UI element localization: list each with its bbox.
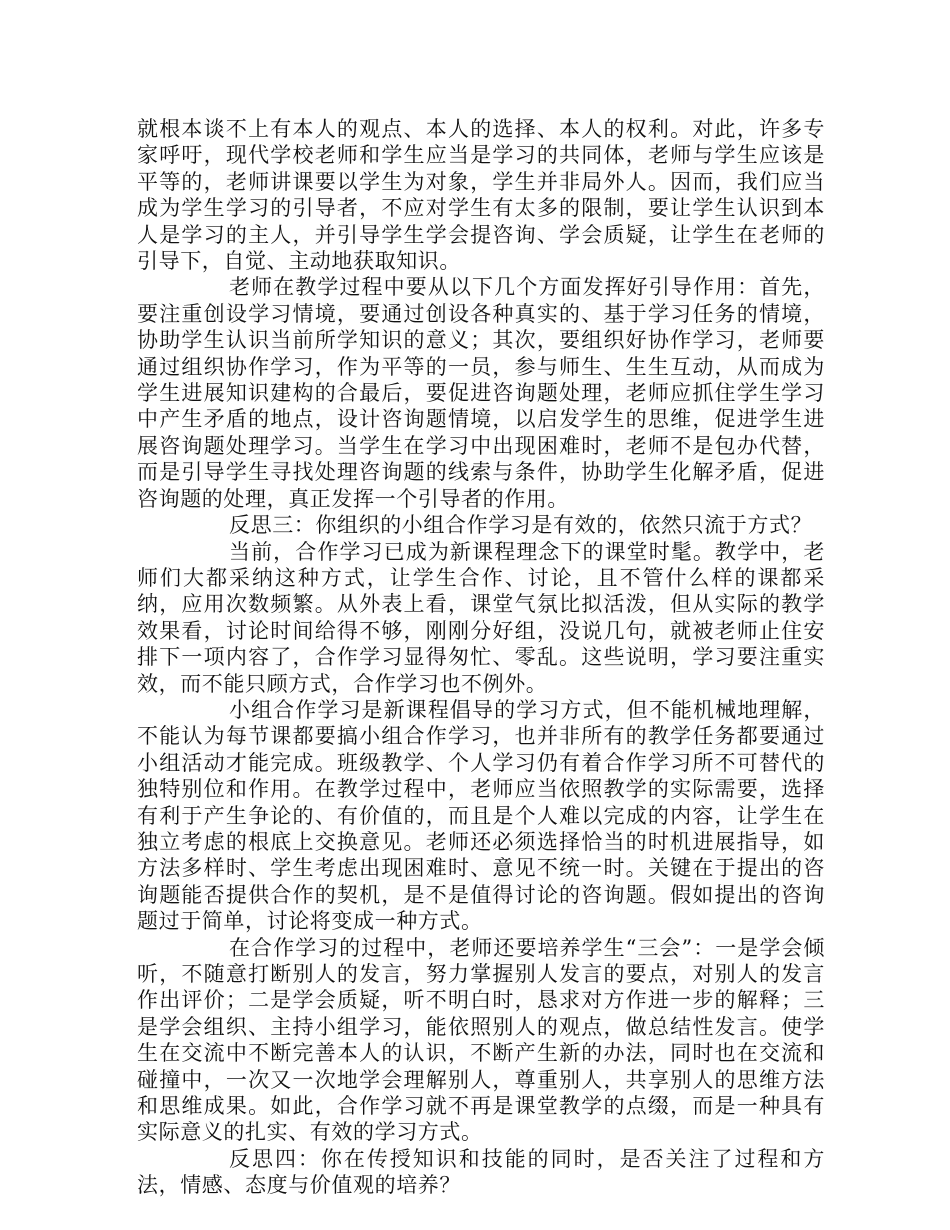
document-body bbox=[137, 116, 825, 1199]
paragraph-three-skills: 在合作学习的过程中，老师还要培养学生“三会”：一是学会倾听，不随意打断别人的发言，努力掌握别人发言的要点，对别人的发言作出评价；二是学会质疑，听不明白时，恳求对方作进一步的解释；三是学会组织、主持小组学习，能依照别人的观点，做总结性发言。使学生在交流中不断完善本人的认识，不断产生新的办法，同时也在交流和碰撞中，一次又一次地学会理解别人，尊重别人，共享别人的思维方法和思维成果。如此，合作学习就不再是课堂教学的点缀，而是一种具有实际意义的扎实、有效的学习方式。 bbox=[137, 935, 825, 1145]
heading-reflection-four: 反思四：你在传授知识和技能的同时，是否关注了过程和方法，情感、态度与价值观的培养？ bbox=[137, 1146, 825, 1198]
paragraph-group-learning: 小组合作学习是新课程倡导的学习方式，但不能机械地理解，不能认为每节课都要搞小组合作学习，也并非所有的教学任务都要通过小组活动才能完成。班级教学、个人学习仍有着合作学习所不可替代的独特别位和作用。在教学过程中，老师应当依照教学的实际需要，选择有利于产生争论的、有价值的，而且是个人难以完成的内容，让学生在独立考虑的根底上交换意见。老师还必须选择恰当的时机进展指导，如方法多样时、学生考虑出现困难时、意见不统一时。关键在于提出的咨询题能否提供合作的契机，是不是值得讨论的咨询题。假如提出的咨询题过于简单，讨论将变成一种方式。 bbox=[137, 697, 825, 934]
heading-reflection-three: 反思三：你组织的小组合作学习是有效的，依然只流于方式？ bbox=[229, 513, 813, 538]
paragraph-continuation: 就根本谈不上有本人的观点、本人的选择、本人的权利。对此，许多专家呼吁，现代学校老师和学生应当是学习的共同体，老师与学生应该是平等的，老师讲课要以学生为对象，学生并非局外人。因而，我们应当成为学生学习的引导者，不应对学生有太多的限制，要让学生认识到本人是学习的主人，并引导学生学会提咨询、学会质疑，让学生在老师的引导下，自觉、主动地获取知识。 bbox=[137, 117, 825, 274]
paragraph-teacher-guidance: 老师在教学过程中要从以下几个方面发挥好引导作用：首先，要注重创设学习情境，要通过创设各种真实的、基于学习任务的情境，协助学生认识当前所学知识的意义；其次，要组织好协作学习，老师要通过组织协作学习，作为平等的一员，参与师生、生生互动，从而成为学生进展知识建构的合最后，要促进咨询题处理，老师应抓住学生学习中产生矛盾的地点，设计咨询题情境，以启发学生的思维，促进学生进展咨询题处理学习。当学生在学习中出现困难时，老师不是包办代替，而是引导学生寻找处理咨询题的线索与条件，协助学生化解矛盾，促进咨询题的处理，真正发挥一个引导者的作用。 bbox=[137, 275, 825, 511]
paragraph-cooperative-trend: 当前，合作学习已成为新课程理念下的课堂时髦。教学中，老师们大都采纳这种方式，让学生合作、讨论，且不管什么样的课都采纳，应用次数频繁。从外表上看，课堂气氛比拟活泼，但从实际的教学效果看，讨论时间给得不够，刚刚分好组，没说几句，就被老师止住安排下一项内容了，合作学习显得匆忙、零乱。这些说明，学习要注重实效，而不能只顾方式，合作学习也不例外。 bbox=[137, 539, 825, 696]
